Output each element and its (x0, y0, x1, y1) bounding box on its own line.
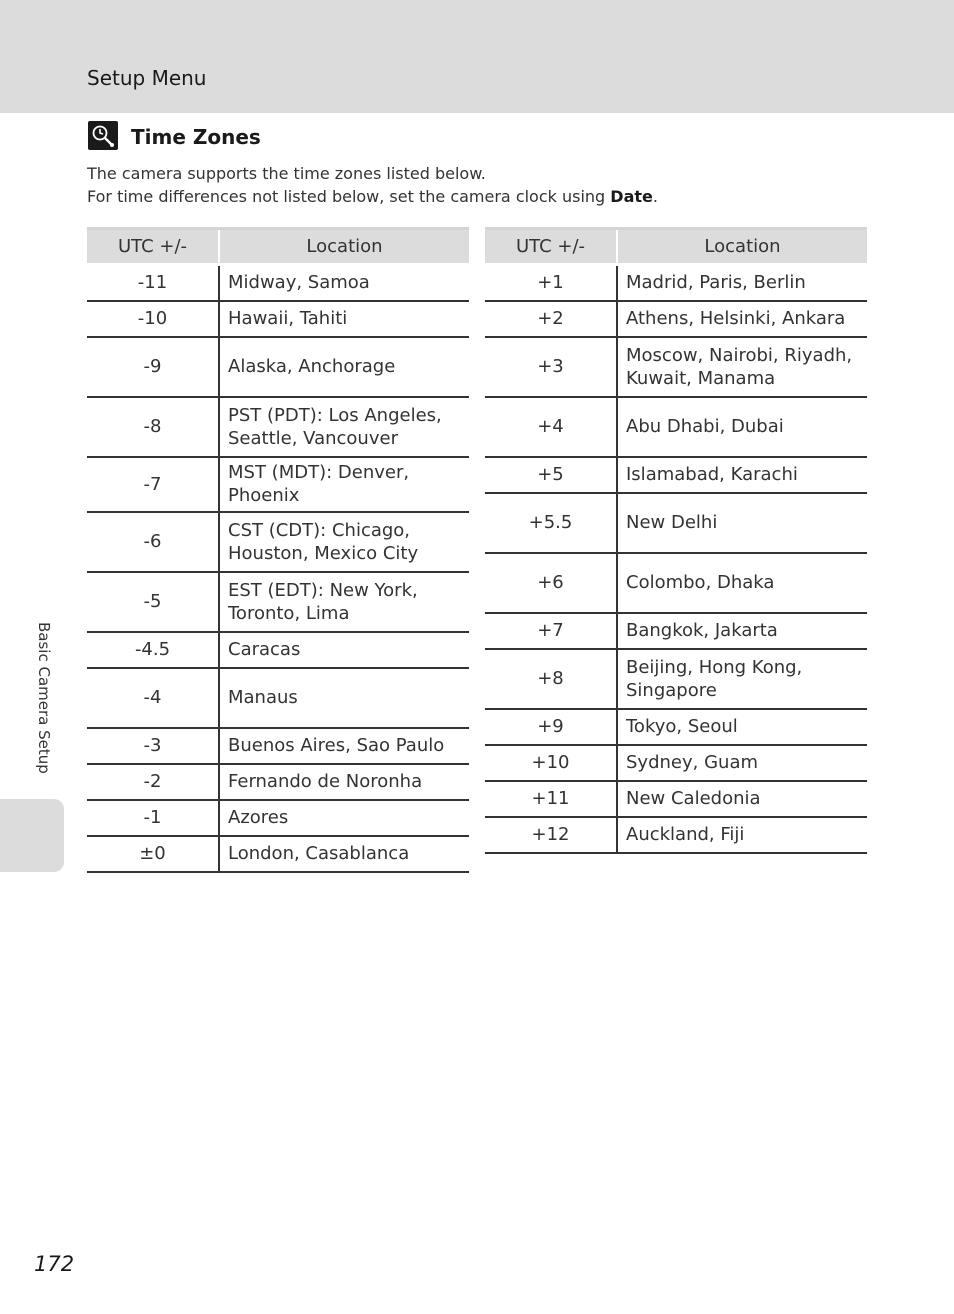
utc-offset-cell: +7 (485, 613, 617, 649)
location-column-header: Location (617, 229, 867, 265)
table-row (485, 553, 867, 613)
utc-offset-cell: +6 (485, 553, 617, 613)
utc-offset-cell: -4 (87, 668, 219, 728)
location-cell: Fernando de Noronha (219, 764, 469, 800)
location-cell: Azores (219, 800, 469, 836)
intro-line-2-text: For time differences not listed below, set the camera clock using (87, 187, 611, 206)
intro-line-1: The camera supports the time zones listed below. (87, 164, 486, 183)
table-row (485, 457, 867, 493)
intro-line-2-end: . (652, 187, 658, 206)
location-cell: Moscow, Nairobi, Riyadh, Kuwait, Manama (617, 337, 867, 397)
table-row (485, 493, 867, 553)
location-cell: CST (CDT): Chicago, Houston, Mexico City (219, 512, 469, 572)
table-row (87, 668, 469, 728)
utc-offset-cell: -6 (87, 512, 219, 572)
utc-column-header: UTC +/- (485, 229, 617, 265)
location-cell: Hawaii, Tahiti (219, 301, 469, 337)
utc-offset-cell: -3 (87, 728, 219, 764)
header-band (0, 0, 954, 113)
table-row (485, 781, 867, 817)
location-cell: Buenos Aires, Sao Paulo (219, 728, 469, 764)
location-cell: Athens, Helsinki, Ankara (617, 301, 867, 337)
table-row (87, 397, 469, 457)
location-cell: Islamabad, Karachi (617, 457, 867, 493)
table-row (87, 301, 469, 337)
location-cell: Manaus (219, 668, 469, 728)
table-row (485, 649, 867, 709)
table-header-row (87, 229, 469, 265)
location-cell: PST (PDT): Los Angeles, Seattle, Vancouver (219, 397, 469, 457)
table-row (485, 709, 867, 745)
table-row (87, 572, 469, 632)
table-row (87, 800, 469, 836)
utc-offset-cell: -8 (87, 397, 219, 457)
utc-offset-cell: +2 (485, 301, 617, 337)
page-number: 172 (34, 1252, 75, 1276)
location-cell: Caracas (219, 632, 469, 668)
chapter-tab (0, 799, 64, 872)
location-cell: New Caledonia (617, 781, 867, 817)
utc-offset-cell: +5 (485, 457, 617, 493)
utc-offset-cell: -11 (87, 265, 219, 302)
utc-offset-cell: +5.5 (485, 493, 617, 553)
location-cell: London, Casablanca (219, 836, 469, 872)
location-cell: Alaska, Anchorage (219, 337, 469, 397)
location-cell: New Delhi (617, 493, 867, 553)
intro-line-2 (87, 185, 658, 208)
utc-offset-cell: +4 (485, 397, 617, 457)
title-text: Time Zones (131, 125, 261, 149)
utc-offset-cell: -9 (87, 337, 219, 397)
utc-offset-cell: -4.5 (87, 632, 219, 668)
utc-offset-cell: -10 (87, 301, 219, 337)
table-row (87, 728, 469, 764)
time-zone-table-right (485, 227, 867, 854)
section-title: Setup Menu (87, 66, 207, 90)
location-cell: EST (EDT): New York, Toronto, Lima (219, 572, 469, 632)
intro-text (87, 162, 658, 208)
utc-offset-cell: +3 (485, 337, 617, 397)
location-cell: Abu Dhabi, Dubai (617, 397, 867, 457)
table-row (485, 397, 867, 457)
location-cell: Sydney, Guam (617, 745, 867, 781)
location-cell: Beijing, Hong Kong, Singapore (617, 649, 867, 709)
table-row (87, 632, 469, 668)
utc-offset-cell: +1 (485, 265, 617, 302)
table-row (485, 337, 867, 397)
location-cell: MST (MDT): Denver, Phoenix (219, 457, 469, 512)
table-row (87, 265, 469, 302)
utc-offset-cell: +9 (485, 709, 617, 745)
utc-offset-cell: -7 (87, 457, 219, 512)
time-zone-table-left (87, 227, 469, 873)
table-row (485, 613, 867, 649)
table-row (87, 512, 469, 572)
utc-offset-cell: +11 (485, 781, 617, 817)
utc-offset-cell: +12 (485, 817, 617, 853)
location-cell: Madrid, Paris, Berlin (617, 265, 867, 302)
table-header-row (485, 229, 867, 265)
utc-offset-cell: +8 (485, 649, 617, 709)
clock-world-icon (88, 121, 118, 150)
table-row (87, 764, 469, 800)
utc-offset-cell: -1 (87, 800, 219, 836)
utc-offset-cell: -2 (87, 764, 219, 800)
table-row (485, 817, 867, 853)
utc-offset-cell: ±0 (87, 836, 219, 872)
utc-offset-cell: -5 (87, 572, 219, 632)
location-cell: Midway, Samoa (219, 265, 469, 302)
utc-offset-cell: +10 (485, 745, 617, 781)
table-row (87, 337, 469, 397)
location-column-header: Location (219, 229, 469, 265)
date-reference: Date (610, 187, 653, 206)
table-row (485, 301, 867, 337)
table-row (87, 836, 469, 872)
location-cell: Auckland, Fiji (617, 817, 867, 853)
table-row (485, 745, 867, 781)
table-row (87, 457, 469, 512)
location-cell: Colombo, Dhaka (617, 553, 867, 613)
location-cell: Bangkok, Jakarta (617, 613, 867, 649)
utc-column-header: UTC +/- (87, 229, 219, 265)
table-row (485, 265, 867, 302)
chapter-label: Basic Camera Setup (35, 622, 53, 774)
location-cell: Tokyo, Seoul (617, 709, 867, 745)
